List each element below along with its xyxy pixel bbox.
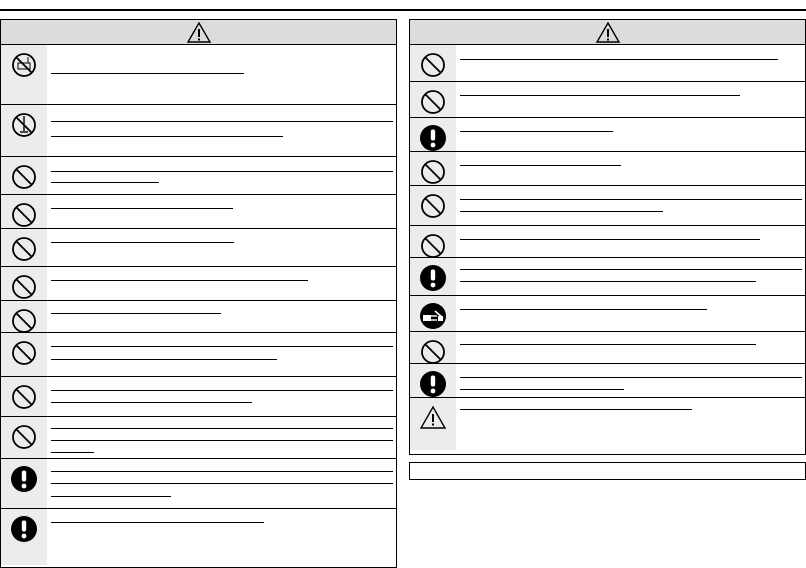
- text-line-placeholder: [51, 452, 94, 453]
- text-line-placeholder: [51, 440, 393, 441]
- no-touch-internal-icon: [10, 111, 38, 139]
- prohibited-icon: [10, 201, 38, 229]
- text-line-placeholder: [51, 471, 393, 472]
- text-line-placeholder: [460, 377, 802, 378]
- prohibited-icon: [419, 158, 447, 186]
- warning-item: [410, 398, 805, 450]
- icon-cell: [1, 267, 47, 300]
- icon-cell: [410, 398, 456, 450]
- mandatory-action-icon: [419, 264, 447, 292]
- text-line-placeholder: [51, 390, 393, 391]
- text-line-placeholder: [51, 496, 171, 497]
- text-line-placeholder: [51, 359, 277, 360]
- warning-item: [410, 296, 805, 332]
- text-line-placeholder: [51, 242, 234, 243]
- icon-cell: [1, 333, 47, 376]
- caution-triangle-icon: [187, 22, 211, 43]
- text-line-placeholder: [460, 281, 756, 282]
- icon-cell: [410, 82, 456, 117]
- unplug-icon: [419, 302, 447, 330]
- icon-cell: [1, 229, 47, 266]
- warning-header: [410, 20, 805, 45]
- warning-panel-left: [0, 19, 397, 568]
- warning-item: [1, 105, 396, 157]
- text-line-placeholder: [460, 309, 707, 310]
- warning-item: [410, 152, 805, 186]
- warning-item: [1, 417, 396, 459]
- text-line-placeholder: [51, 483, 393, 484]
- prohibited-icon: [10, 423, 38, 451]
- warning-item: [410, 186, 805, 226]
- warning-item: [1, 459, 396, 509]
- caution-triangle-icon: [419, 404, 447, 432]
- prohibited-icon: [419, 232, 447, 260]
- warning-item: [1, 377, 396, 417]
- text-line-placeholder: [460, 269, 802, 270]
- text-line-placeholder: [51, 428, 393, 429]
- prohibited-icon: [419, 338, 447, 366]
- warning-item: [410, 258, 805, 296]
- prohibited-icon: [419, 192, 447, 220]
- no-disassemble-icon: [10, 51, 38, 79]
- warning-item: [1, 229, 396, 267]
- warning-item: [1, 301, 396, 333]
- text-line-placeholder: [51, 402, 252, 403]
- text-line-placeholder: [460, 59, 778, 60]
- text-line-placeholder: [51, 280, 308, 281]
- warning-item: [1, 267, 396, 301]
- icon-cell: [1, 301, 47, 332]
- caution-triangle-icon: [596, 22, 620, 43]
- text-line-placeholder: [51, 73, 244, 74]
- warning-list: [1, 45, 396, 567]
- icon-cell: [1, 45, 47, 104]
- text-line-placeholder: [460, 389, 624, 390]
- icon-cell: [1, 157, 47, 194]
- text-line-placeholder: [51, 136, 283, 137]
- prohibited-icon: [419, 51, 447, 79]
- icon-cell: [410, 332, 456, 363]
- header-rule: [0, 9, 806, 11]
- prohibited-icon: [10, 339, 38, 367]
- warning-item: [410, 118, 805, 152]
- warning-item: [1, 157, 396, 195]
- mandatory-action-icon: [10, 465, 38, 493]
- warning-item: [410, 226, 805, 258]
- text-line-placeholder: [51, 171, 393, 172]
- text-line-placeholder: [460, 211, 663, 212]
- warning-item: [410, 82, 805, 118]
- text-line-placeholder: [460, 409, 692, 410]
- text-line-placeholder: [51, 121, 393, 122]
- warning-item: [410, 364, 805, 398]
- note-box: [409, 462, 806, 480]
- text-line-placeholder: [460, 165, 621, 166]
- text-line-placeholder: [51, 208, 233, 209]
- warning-item: [1, 333, 396, 377]
- warning-item: [410, 332, 805, 364]
- icon-cell: [1, 509, 47, 565]
- text-line-placeholder: [460, 199, 802, 200]
- text-line-placeholder: [51, 522, 264, 523]
- text-line-placeholder: [51, 313, 221, 314]
- text-line-placeholder: [460, 239, 760, 240]
- warning-panel-right: [409, 19, 806, 455]
- icon-cell: [1, 417, 47, 458]
- icon-cell: [1, 105, 47, 156]
- icon-cell: [410, 152, 456, 185]
- icon-cell: [410, 226, 456, 257]
- text-line-placeholder: [51, 182, 159, 183]
- icon-cell: [410, 258, 456, 295]
- warning-list: [410, 45, 805, 454]
- icon-cell: [410, 45, 456, 81]
- warning-item: [410, 45, 805, 82]
- text-line-placeholder: [460, 95, 740, 96]
- mandatory-action-icon: [419, 124, 447, 152]
- text-line-placeholder: [460, 131, 613, 132]
- prohibited-icon: [419, 88, 447, 116]
- prohibited-icon: [10, 273, 38, 301]
- text-line-placeholder: [460, 344, 756, 345]
- prohibited-icon: [10, 307, 38, 335]
- text-line-placeholder: [51, 346, 393, 347]
- icon-cell: [1, 377, 47, 416]
- prohibited-icon: [10, 163, 38, 191]
- icon-cell: [410, 364, 456, 397]
- icon-cell: [410, 118, 456, 151]
- mandatory-action-icon: [419, 370, 447, 398]
- prohibited-icon: [10, 235, 38, 263]
- warning-header: [1, 20, 396, 45]
- icon-cell: [1, 459, 47, 508]
- mandatory-action-icon: [10, 515, 38, 543]
- warning-item: [1, 509, 396, 565]
- warning-item: [1, 45, 396, 105]
- icon-cell: [410, 296, 456, 331]
- icon-cell: [410, 186, 456, 225]
- prohibited-icon: [10, 383, 38, 411]
- warning-item: [1, 195, 396, 229]
- icon-cell: [1, 195, 47, 228]
